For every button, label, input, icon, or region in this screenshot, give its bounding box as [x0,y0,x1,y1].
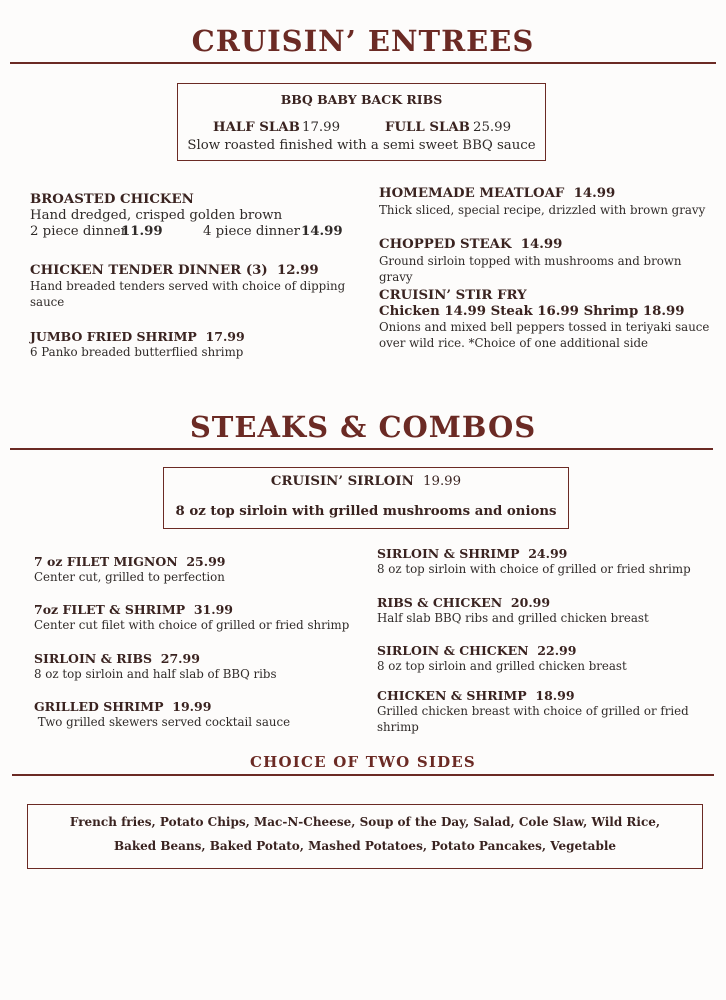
menu-item [377,595,717,626]
menu-item-name: 7oz FILET & SHRIMP [34,602,186,617]
chicken-tender-desc-1: Hand breaded tenders served with choice of dipping [30,279,346,293]
bbq-ribs-desc: Slow roasted finished with a semi sweet BBQ sauce [187,138,536,153]
menu-item-price: 25.99 [186,554,226,569]
meatloaf-price: 14.99 [573,186,616,201]
four-piece-label: 4 piece dinner [203,224,300,239]
jumbo-shrimp-item [30,329,360,360]
menu-item-desc: Half slab BBQ ribs and grilled chicken breast [377,611,649,625]
menu-item-desc-2: shrimp [377,720,419,734]
meatloaf-name: HOMEMADE MEATLOAF [379,186,565,201]
menu-item-price: 18.99 [535,688,575,703]
chopped-steak-price: 14.99 [520,237,563,252]
sirloin-box [163,467,569,529]
menu-item-name: RIBS & CHICKEN [377,595,503,610]
menu-item-price: 20.99 [510,595,551,610]
four-piece-price: 14.99 [301,224,343,239]
sirloin-title [164,474,568,489]
menu-item [34,554,354,585]
menu-item-name: 7 oz FILET MIGNON [34,554,178,569]
chopped-steak-item [379,237,714,285]
sides-divider [12,774,714,776]
bbq-ribs-box [177,83,546,161]
menu-item [34,699,354,730]
sides-line-2: Baked Beans, Baked Potato, Mashed Potatoes, Potato Pancakes, Vegetable [113,839,617,853]
chicken-tender-item [30,263,360,310]
menu-item-desc: 8 oz top sirloin and grilled chicken breast [377,659,627,673]
two-piece-price: 11.99 [121,224,163,239]
chopped-steak-desc: Ground sirloin topped with mushrooms and brown gravy [379,254,682,284]
menu-item-name: GRILLED SHRIMP [34,699,164,714]
stir-fry-item [379,288,719,351]
menu-item-name: SIRLOIN & CHICKEN [377,643,529,658]
menu-item-price: 22.99 [537,643,577,658]
sides-box [27,804,703,869]
menu-item-desc: 8 oz top sirloin and half slab of BBQ ribs [34,667,277,681]
menu-item-name: CHICKEN & SHRIMP [377,688,527,703]
chopped-steak-name: CHOPPED STEAK [379,237,512,252]
menu-item-price: 24.99 [528,546,568,561]
broasted-chicken-name: BROASTED CHICKEN [30,192,194,207]
meatloaf-desc: Thick sliced, special recipe, drizzled with brown gravy [379,203,706,217]
chicken-tender-desc-2: sauce [30,295,65,309]
menu-item-price: 31.99 [193,602,233,617]
menu-item-price: 19.99 [172,699,212,714]
broasted-chicken-item [30,192,360,242]
menu-item-name: SIRLOIN & RIBS [34,651,153,666]
entrees-title: CRUISIN’ ENTREES [191,24,535,58]
half-slab-label: HALF SLAB [213,120,300,135]
full-slab-label: FULL SLAB [385,120,470,135]
menu-item-desc: Two grilled skewers served cocktail sauce [34,715,291,729]
sirloin-name: CRUISIN’ SIRLOIN [270,474,414,489]
menu-item [34,602,354,633]
steaks-title: STEAKS & COMBOS [189,410,537,444]
menu-item-price: 27.99 [160,651,200,666]
menu-item-desc: Center cut, grilled to perfection [34,570,225,584]
menu-item-desc: 8 oz top sirloin with choice of grilled or fried shrimp [377,562,691,576]
jumbo-shrimp-desc: 6 Panko breaded butterflied shrimp [30,345,244,359]
bbq-ribs-name: BBQ BABY BACK RIBS [280,92,443,107]
chicken-tender-price: 12.99 [276,263,319,278]
sides-title: CHOICE OF TWO SIDES [250,753,476,771]
sides-line-1: French fries, Potato Chips, Mac-N-Cheese, Soup of the Day, Salad, Cole Slaw, Wild Rice, [69,815,661,829]
jumbo-shrimp-name: JUMBO FRIED SHRIMP [30,329,197,344]
meatloaf-item [379,186,714,218]
stir-fry-desc-2: over wild rice. *Choice of one additional side [379,336,649,350]
menu-item [377,643,717,674]
sirloin-price: 19.99 [423,474,462,489]
menu-item-name: SIRLOIN & SHRIMP [377,546,520,561]
menu-item [377,688,717,735]
two-piece-label: 2 piece dinner [30,224,127,239]
stir-fry-desc-1: Onions and mixed bell peppers tossed in teriyaki sauce [379,320,710,334]
menu-item-desc: Grilled chicken breast with choice of grilled or fried [377,704,689,718]
chicken-tender-name: CHICKEN TENDER DINNER (3) [30,263,268,278]
jumbo-shrimp-price: 17.99 [205,329,245,344]
sirloin-desc: 8 oz top sirloin with grilled mushrooms and onions [175,504,557,519]
steaks-divider [10,448,713,450]
full-slab-price: 25.99 [473,120,512,135]
menu-item [34,651,354,682]
broasted-chicken-desc: Hand dredged, crisped golden brown [30,208,283,223]
entrees-divider [10,62,716,64]
stir-fry-name: CRUISIN’ STIR FRY [379,288,527,303]
half-slab-price: 17.99 [302,120,341,135]
menu-item-desc: Center cut filet with choice of grilled or fried shrimp [34,618,350,632]
stir-fry-prices: Chicken 14.99 Steak 16.99 Shrimp 18.99 [379,304,685,319]
menu-item [377,546,717,577]
